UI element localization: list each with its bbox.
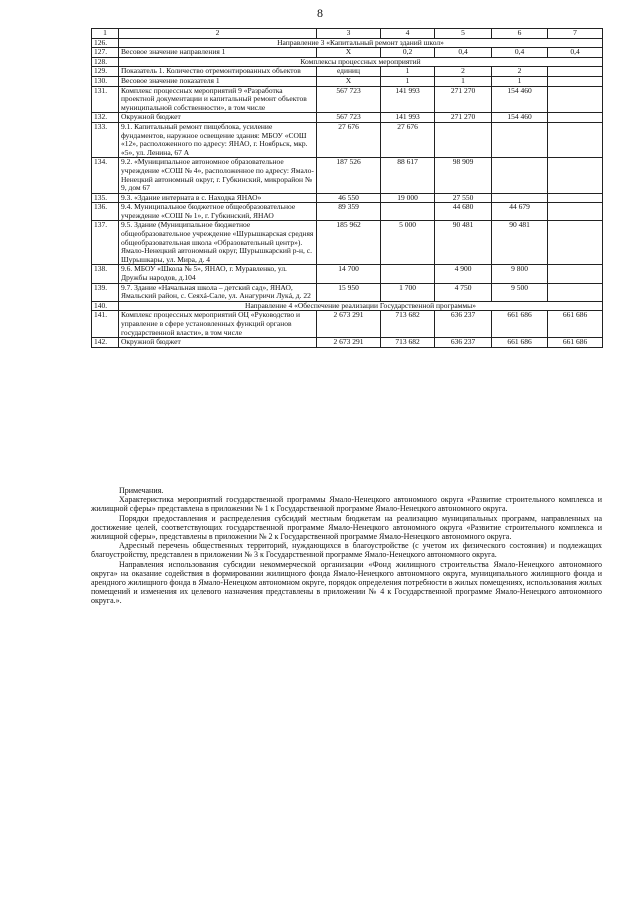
- value-cell: 636 237: [435, 311, 492, 338]
- value-cell: 1: [435, 76, 492, 86]
- value-cell: [548, 76, 603, 86]
- value-cell: 154 460: [492, 86, 548, 113]
- value-cell: [548, 67, 603, 77]
- row-description: 9.4. Муниципальное бюджетное общеобразовательное учреждение «СОШ № 1», г. Губкинский, ЯНАО: [119, 203, 317, 221]
- row-description: 9.6. МБОУ «Школа № 5», ЯНАО, г. Муравленко, ул. Дружбы народов, д.104: [119, 265, 317, 283]
- value-cell: [548, 203, 603, 221]
- column-header: 6: [492, 29, 548, 39]
- value-cell: 44 679: [492, 203, 548, 221]
- value-cell: 0,4: [548, 48, 603, 58]
- value-cell: [381, 203, 435, 221]
- table-row: [92, 203, 603, 221]
- row-description: Окружной бюджет: [119, 113, 317, 123]
- value-cell: 0,4: [492, 48, 548, 58]
- value-cell: 89 359: [317, 203, 381, 221]
- section-heading: Направление 4 «Обеспечение реализации Государственной программы»: [119, 301, 603, 311]
- row-description: 9.7. Здание «Начальная школа – детский сад», ЯНАО, Ямальский район, с. Сеяхá-Сале, ул. Анагуричи Лукá, д. 22: [119, 283, 317, 301]
- value-cell: 636 237: [435, 338, 492, 348]
- value-cell: 14 700: [317, 265, 381, 283]
- value-cell: [548, 283, 603, 301]
- table-row: [92, 113, 603, 123]
- column-header: 3: [317, 29, 381, 39]
- table-row: [92, 265, 603, 283]
- notes-section: [91, 486, 602, 606]
- row-description: Окружной бюджет: [119, 338, 317, 348]
- value-cell: 1: [381, 76, 435, 86]
- row-number: 132.: [92, 113, 119, 123]
- row-number: 133.: [92, 122, 119, 157]
- value-cell: 567 723: [317, 86, 381, 113]
- value-cell: [492, 158, 548, 193]
- value-cell: 271 270: [435, 113, 492, 123]
- row-number: 130.: [92, 76, 119, 86]
- row-description: 9.3. «Здание интерната в с. Находка ЯНАО»: [119, 193, 317, 203]
- column-header: 5: [435, 29, 492, 39]
- value-cell: 27 550: [435, 193, 492, 203]
- row-description: 9.5. Здание (Муниципальное бюджетное общеобразовательное учреждение «Шурышкарская средняя общеобразовательная школа «Образовательный центр»). Ямало-Ненецкий автономный округ, Шурышкарский р-н, с. Шурышкары, ул. Мира, д. 4: [119, 221, 317, 265]
- value-cell: 1 700: [381, 283, 435, 301]
- value-cell: 2: [492, 67, 548, 77]
- note-paragraph: Адресный перечень общественных территорий, нуждающихся в благоустройстве (с учетом их физического состояния) и подлежащих благоустройству, представлен в приложении № 3 к Государственной программе Ямало-Ненецкого автономного округа.: [91, 541, 602, 560]
- row-description: Весовое значение направления 1: [119, 48, 317, 58]
- table-row: [92, 76, 603, 86]
- row-number: 128.: [92, 57, 119, 67]
- row-number: 142.: [92, 338, 119, 348]
- value-cell: 98 909: [435, 158, 492, 193]
- table-row: [92, 38, 603, 48]
- table-row: [92, 48, 603, 58]
- value-cell: 0,4: [435, 48, 492, 58]
- value-cell: 2: [435, 67, 492, 77]
- value-cell: 2 673 291: [317, 311, 381, 338]
- value-cell: [548, 113, 603, 123]
- value-cell: 713 682: [381, 311, 435, 338]
- value-cell: 271 270: [435, 86, 492, 113]
- value-cell: [548, 86, 603, 113]
- value-cell: 44 680: [435, 203, 492, 221]
- value-cell: 27 676: [381, 122, 435, 157]
- table-row: [92, 301, 603, 311]
- value-cell: 15 950: [317, 283, 381, 301]
- row-description: Весовое значение показателя 1: [119, 76, 317, 86]
- value-cell: 27 676: [317, 122, 381, 157]
- value-cell: 187 526: [317, 158, 381, 193]
- row-description: Показатель 1. Количество отремонтированных объектов: [119, 67, 317, 77]
- value-cell: 185 962: [317, 221, 381, 265]
- value-cell: [548, 122, 603, 157]
- value-cell: 154 460: [492, 113, 548, 123]
- row-number: 126.: [92, 38, 119, 48]
- value-cell: 661 686: [548, 338, 603, 348]
- value-cell: [492, 122, 548, 157]
- row-description: 9.2. «Муниципальное автономное образовательное учреждение «СОШ № 4», расположенное по адресу: Ямало-Ненецкий автономный округ, г. Губкинский, микрорайон № 9, дом 67: [119, 158, 317, 193]
- row-number: 135.: [92, 193, 119, 203]
- value-cell: 90 481: [435, 221, 492, 265]
- value-cell: 661 686: [492, 338, 548, 348]
- value-cell: 4 750: [435, 283, 492, 301]
- value-cell: 88 617: [381, 158, 435, 193]
- value-cell: [492, 193, 548, 203]
- row-number: 131.: [92, 86, 119, 113]
- note-paragraph: Направления использования субсидии некоммерческой организации «Фонд жилищного строительства Ямало-Ненецкого автономного округа» на оказание содействия в формировании жилищного фонда Ямало-Ненецкого автономного округа, муниципального жилищного фонда и арендного жилищного фонда в Ямало-Ненецком автономном округе, порядок определения потребности в жилых помещениях, использования жилых помещений и изменения их целевого назначения представлены в приложении № 4 к Государственной программе Ямало-Ненецкого автономного округа.».: [91, 559, 602, 606]
- program-table: [91, 28, 603, 348]
- value-cell: 141 993: [381, 113, 435, 123]
- row-number: 134.: [92, 158, 119, 193]
- table-row: [92, 158, 603, 193]
- row-number: 140.: [92, 301, 119, 311]
- value-cell: X: [317, 48, 381, 58]
- table-row: [92, 221, 603, 265]
- value-cell: 567 723: [317, 113, 381, 123]
- value-cell: 4 900: [435, 265, 492, 283]
- value-cell: 19 000: [381, 193, 435, 203]
- row-number: 138.: [92, 265, 119, 283]
- section-heading: Направление 3 «Капитальный ремонт зданий школ»: [119, 38, 603, 48]
- value-cell: 5 000: [381, 221, 435, 265]
- row-number: 141.: [92, 311, 119, 338]
- value-cell: 661 686: [492, 311, 548, 338]
- table-row: [92, 283, 603, 301]
- value-cell: 9 500: [492, 283, 548, 301]
- table-row: [92, 67, 603, 77]
- row-number: 127.: [92, 48, 119, 58]
- table-row: [92, 311, 603, 338]
- row-number: 137.: [92, 221, 119, 265]
- row-description: Комплекс процессных мероприятий 9 «Разработка проектной документации и капитальный ремонт объектов муниципальной собственности», в том числе: [119, 86, 317, 113]
- value-cell: 1: [492, 76, 548, 86]
- column-header: 1: [92, 29, 119, 39]
- value-cell: 46 550: [317, 193, 381, 203]
- value-cell: 90 481: [492, 221, 548, 265]
- section-heading: Комплексы процессных мероприятий: [119, 57, 603, 67]
- value-cell: 2 673 291: [317, 338, 381, 348]
- value-cell: [548, 265, 603, 283]
- value-cell: [548, 221, 603, 265]
- value-cell: [548, 193, 603, 203]
- value-cell: единиц: [317, 67, 381, 77]
- value-cell: 0,2: [381, 48, 435, 58]
- table-row: [92, 86, 603, 113]
- value-cell: 661 686: [548, 311, 603, 338]
- note-paragraph: Характеристика мероприятий государственной программы Ямало-Ненецкого автономного округа «Развитие строительного комплекса и жилищной сферы» представлена в приложении № 1 к Государственной программе Ямало-Ненецкого автономного округа.: [91, 495, 602, 514]
- table-row: [92, 338, 603, 348]
- row-number: 129.: [92, 67, 119, 77]
- column-header: 7: [548, 29, 603, 39]
- page-number: 8: [317, 6, 323, 20]
- column-header: 4: [381, 29, 435, 39]
- value-cell: 713 682: [381, 338, 435, 348]
- value-cell: [381, 265, 435, 283]
- row-description: Комплекс процессных мероприятий ОЦ «Руководство и управление в сфере установленных функций органов государственной власти», в том числе: [119, 311, 317, 338]
- table-row: [92, 122, 603, 157]
- value-cell: 141 993: [381, 86, 435, 113]
- value-cell: [435, 122, 492, 157]
- table-row: [92, 57, 603, 67]
- row-number: 136.: [92, 203, 119, 221]
- table-header-row: [92, 29, 603, 39]
- value-cell: 9 800: [492, 265, 548, 283]
- value-cell: [548, 158, 603, 193]
- row-description: 9.1. Капитальный ремонт пищеблока, усиление фундаментов, наружное освещение здания: МБОУ «СОШ «12», расположенного по адресу: ЯНАО, г. Ноябрьск, мкр. «5», ул. Ленина, 67 А: [119, 122, 317, 157]
- notes-title: Примечания.: [119, 486, 164, 495]
- table-row: [92, 193, 603, 203]
- column-header: 2: [119, 29, 317, 39]
- value-cell: 1: [381, 67, 435, 77]
- note-paragraph: Порядки предоставления и распределения субсидий местным бюджетам на реализацию муниципальных программ, направленных на достижение целей, соответствующих государственной программе Ямало-Ненецкого автономного округа «Развитие строительного комплекса и жилищной сферы», представлены в приложении № 2 к Государственной программе Ямало-Ненецкого автономного округа.: [91, 513, 602, 542]
- value-cell: X: [317, 76, 381, 86]
- row-number: 139.: [92, 283, 119, 301]
